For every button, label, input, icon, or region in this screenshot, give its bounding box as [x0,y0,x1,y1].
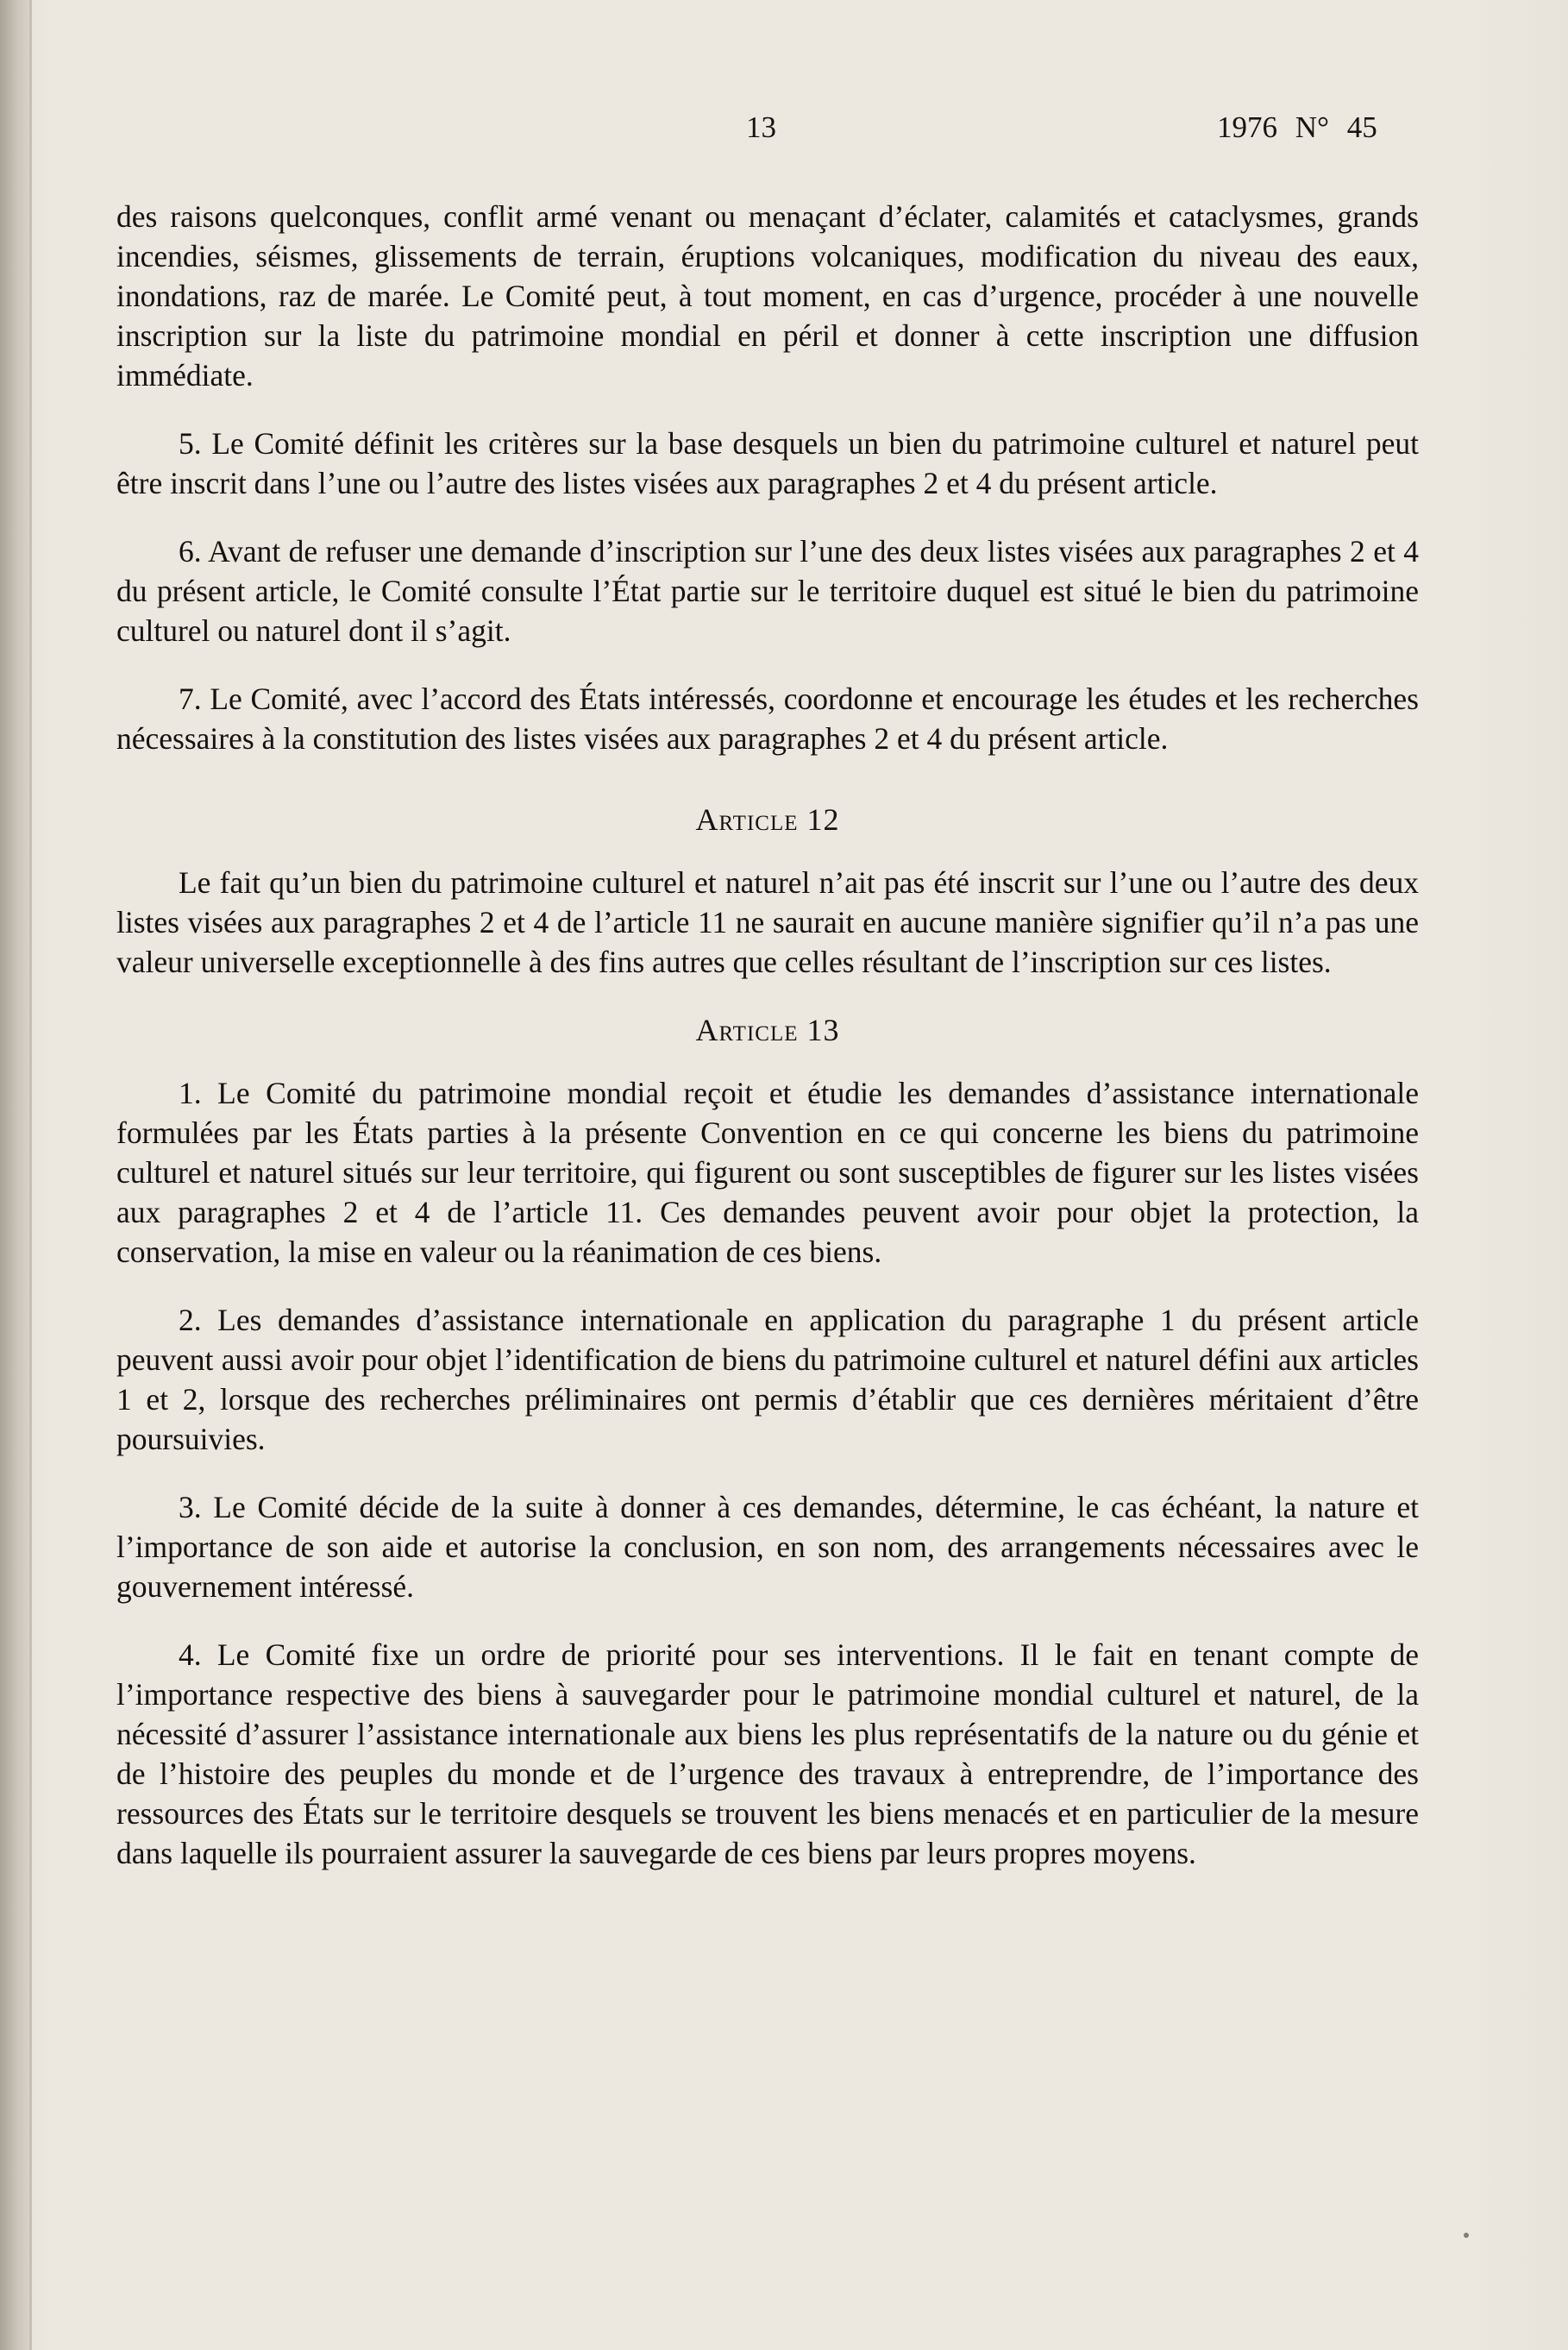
page-gutter-line [29,0,32,2350]
article-13-heading: Article 13 [695,1013,840,1047]
paragraph-5: 5. Le Comité définit les critères sur la base desquels un bien du patrimoine culturel et naturel peut être inscrit dans l’une ou l’autre des listes visées aux paragraphes 2 et 4 du présent article. [116,426,1419,500]
issue-number: 1976 N° 45 [1217,110,1377,144]
paragraph-continuation: des raisons quelconques, conflit armé venant ou menaçant d’éclater, calamités et cataclysmes, grands incendies, séismes, glissements de terrain, éruptions volcaniques, modification du niveau des eaux, inondations, raz de marée. Le Comité peut, à tout moment, en cas d’urgence, procéder à une nouvelle inscription sur la liste du patrimoine mondial en péril et donner à cette inscription une diffusion immédiate. [116,199,1419,393]
page-number: 13 [746,110,776,144]
document-body [116,197,1419,1901]
article-13-paragraph-1: 1. Le Comité du patrimoine mondial reçoit et étudie les demandes d’assistance internationale formulées par les États parties à la présente Convention en ce qui concerne les biens du patrimoine culturel et naturel situés sur leur territoire, qui figurent ou sont susceptibles de figurer sur les listes visées aux paragraphes 2 et 4 de l’article 11. Ces demandes peuvent avoir pour objet la protection, la conservation, la mise en valeur ou la réanimation de ces biens. [116,1076,1419,1269]
article-13-paragraph-2: 2. Les demandes d’assistance internationale en application du paragraphe 1 du présent article peuvent aussi avoir pour objet l’identification de biens du patrimoine culturel et naturel défini aux articles 1 et 2, lorsque des recherches préliminaires ont permis d’établir que ces dernières méritaient d’être poursuivies. [116,1303,1419,1456]
paragraph-7: 7. Le Comité, avec l’accord des États intéressés, coordonne et encourage les études et les recherches nécessaires à la constitution des listes visées aux paragraphes 2 et 4 du présent article. [116,682,1419,756]
page-header [0,104,1568,155]
article-13-paragraph-4: 4. Le Comité fixe un ordre de priorité pour ses interventions. Il le fait en tenant compte de l’importance respective des biens à sauvegarder pour le patrimoine mondial culturel et naturel, de la nécessité d’assurer l’assistance internationale aux biens les plus représentatifs de la nature ou du génie et de l’histoire des peuples du monde et de l’urgence des travaux à entreprendre, de l’importance des ressources des États sur le territoire desquels se trouvent les biens menacés et en particulier de la mesure dans laquelle ils pourraient assurer la sauvegarde de ces biens par leurs propres moyens. [116,1637,1419,1870]
article-13-paragraph-3: 3. Le Comité décide de la suite à donner à ces demandes, détermine, le cas échéant, la nature et l’importance de son aide et autorise la conclusion, en son nom, des arrangements nécessaires avec le gouvernement intéressé. [116,1490,1419,1604]
paragraph-6: 6. Avant de refuser une demande d’inscription sur l’une des deux listes visées aux paragraphes 2 et 4 du présent article, le Comité consulte l’État partie sur le territoire duquel est situé le bien du patrimoine culturel ou naturel dont il s’agit. [116,534,1419,648]
ink-speck [1464,2233,1469,2238]
article-12-heading: Article 12 [695,802,840,837]
article-12-text: Le fait qu’un bien du patrimoine culturel et naturel n’ait pas été inscrit sur l’une ou l’autre des deux listes visées aux paragraphes 2 et 4 de l’article 11 ne saurait en aucune manière signifier qu’il n’a pas une valeur universelle exceptionnelle à des fins autres que celles résultant de l’inscription sur ces listes. [116,865,1419,979]
page-gutter-shadow [0,0,29,2350]
